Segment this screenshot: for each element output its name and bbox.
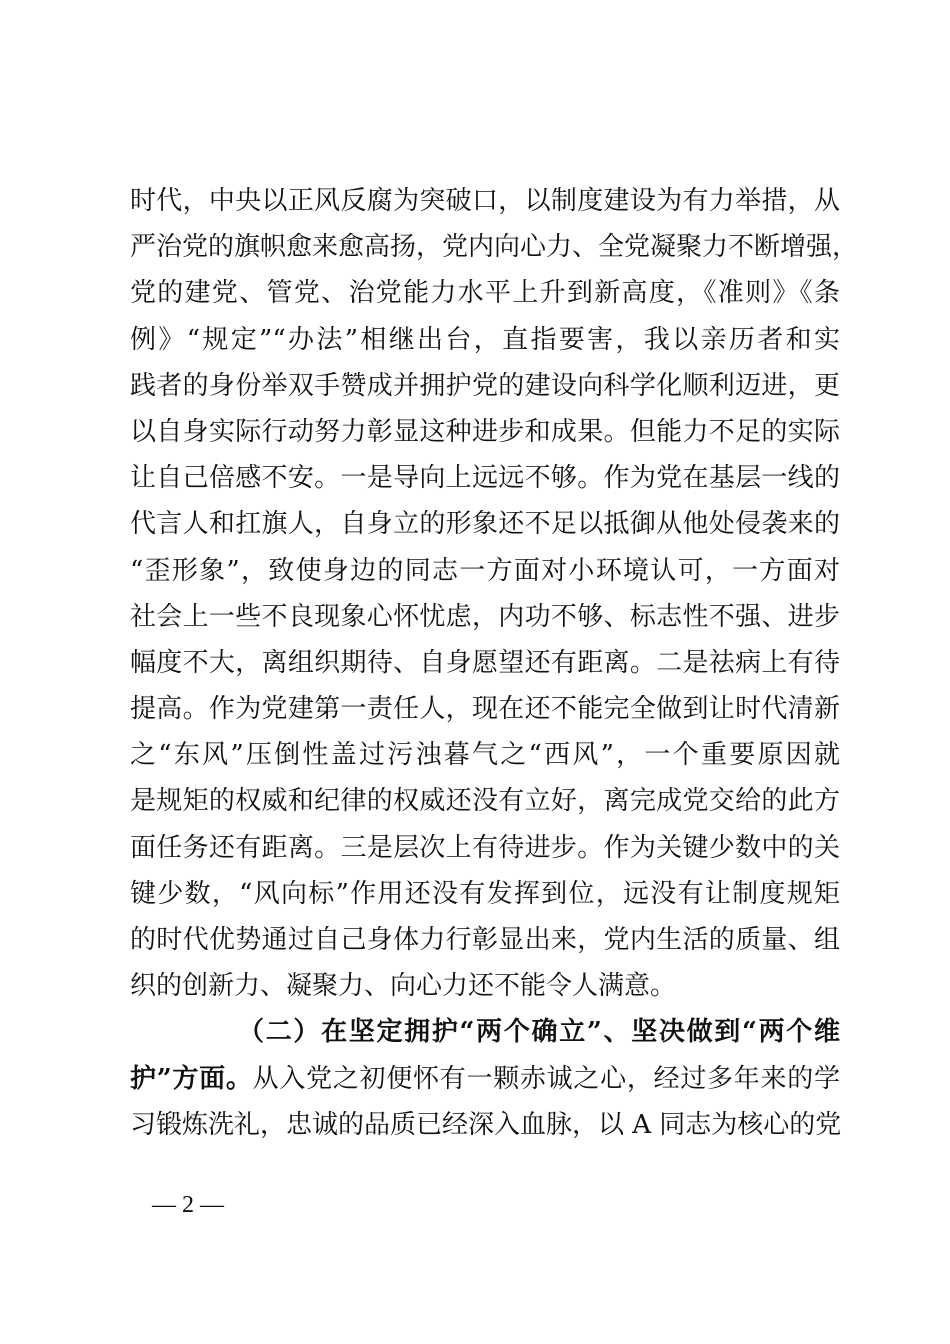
text-line: “歪形象”，致使身边的同志一方面对小环境认可，一方面对 bbox=[130, 555, 840, 586]
text-line: 面任务还有距离。三是层次上有待进步。作为关键少数中的关 bbox=[130, 832, 840, 863]
paragraph-end-line: 织的创新力、凝聚力、向心力还不能令人满意。 bbox=[130, 971, 677, 1002]
text-line: 以自身实际行动努力彰显这种进步和成果。但能力不足的实际 bbox=[130, 416, 840, 447]
text-line: 党的建党、管党、治党能力水平上升到新高度，《准则》《条 bbox=[130, 278, 840, 309]
section-heading: （二）在坚定拥护“两个确立”、坚决做到“两个维 bbox=[238, 1017, 840, 1048]
page-number: — 2 — bbox=[152, 1192, 224, 1218]
text-line bbox=[130, 1056, 840, 1102]
section-heading-line bbox=[130, 1009, 840, 1055]
section-text: 从入党之初便怀有一颗赤诚之心，经过多年来的学 bbox=[252, 1063, 840, 1094]
text-line: 时代，中央以正风反腐为突破口，以制度建设为有力举措，从 bbox=[130, 186, 840, 216]
text-line: 的时代优势通过自己身体力行彰显出来，党内生活的质量、组 bbox=[130, 925, 840, 955]
text-line: 幅度不大，离组织期待、自身愿望还有距离。二是祛病上有待 bbox=[130, 647, 840, 678]
text-line: 习锻炼洗礼，忠诚的品质已经深入血脉，以 A 同志为核心的党 bbox=[130, 1109, 842, 1140]
text-line: 键少数，“风向标”作用还没有发挥到位，远没有让制度规矩 bbox=[130, 878, 840, 909]
text-line: 践者的身份举双手赞成并拥护党的建设向科学化顺利迈进，更 bbox=[130, 370, 840, 401]
body-text bbox=[130, 178, 859, 1148]
text-line: 代言人和扛旗人，自身立的形象还不足以抵御从他处侵袭来的 bbox=[130, 509, 840, 540]
text-line: 严治党的旗帜愈来愈高扬，党内向心力、全党凝聚力不断增强， bbox=[130, 232, 859, 263]
text-line: 社会上一些不良现象心怀忧虑，内功不够、标志性不强、进步 bbox=[130, 601, 840, 632]
text-line: 之“东风”压倒性盖过污浊暮气之“西风”，一个重要原因就 bbox=[130, 740, 840, 771]
section-heading-end: 护”方面。 bbox=[130, 1063, 253, 1094]
text-line: 让自己倍感不安。一是导向上远远不够。作为党在基层一线的 bbox=[130, 463, 840, 494]
text-line: 是规矩的权威和纪律的权威还没有立好，离完成党交给的此方 bbox=[130, 786, 840, 817]
text-line: 例》“规定”“办法”相继出台，直指要害，我以亲历者和实 bbox=[130, 324, 840, 355]
text-line: 提高。作为党建第一责任人，现在还不能完全做到让时代清新 bbox=[130, 694, 840, 725]
